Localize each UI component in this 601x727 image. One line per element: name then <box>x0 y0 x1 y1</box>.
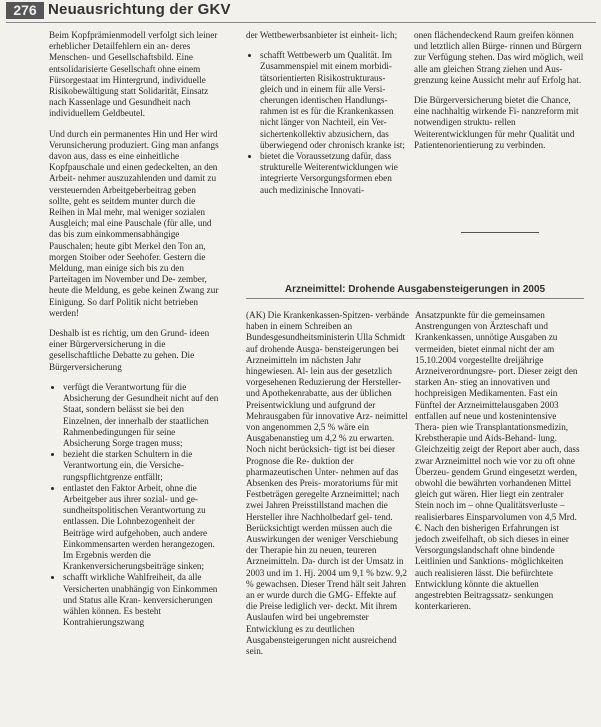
text-column-middle <box>246 30 408 204</box>
box-title-rule <box>246 298 584 299</box>
list-item: • entlastet den Faktor Arbeit, ohne die Arbeitgeber aus ihrer sozial- und ge- sundheitspolitischen Verantwortung zu entlassen. Die Lohnbezogenheit der Beiträge wird aufgehoben, auch andere Einkommensarten werden herangezogen. Im Ergebnis werden die Krankenversicherungsbeiträge sinken; <box>63 483 219 573</box>
running-head: Neuausrichtung der GKV <box>48 1 231 18</box>
paragraph: Beim Kopfprämienmodell verfolgt sich leiner erheblicher Detailfehlern ein an- deres Menschen- und Gesellschaftsbild. Eine entsolidarisierte Gesellschaft ohne einem Fürsorgestaat im Hintergrund, individuelle Risikobewältigung statt Solidarität, Einsatz nach Kassenlage und Gesundheit nach individuellem Geldbeutel. <box>49 30 218 119</box>
list-item: • schafft Wettbewerb um Qualität. Im Zusammenspiel mit einem morbidi- tätsorientierten Risikostrukturaus- gleich und in einem für alle Versi- cherungen identischen Handlungs- rahmen ist es für die Krankenkassen nicht länger von Nachteil, ein Ver- sichertenkollektiv abzusichern, das überwiegend oder chronisch kranke ist; <box>260 50 408 151</box>
paragraph: Und durch ein permanentes Hin und Her wird Verunsicherung produziert. Ging man anfangs davon aus, dass es eine einheitliche Kopfpauschale und einen gedeckelten, an den Arbeit- nehmer auszuzahlenden und damit zu versteuernden Arbeitgeberbeitrag geben sollte, geht es seitdem munter durch die Reihen in Mal mehr, mal weniger sozialen Ausgleich; mal eine Pauschale (für alle, und das bis zum einkommensabhängige Pauschalen; heute gibt Merkel den Ton an, morgen Stoiber oder Seehofer. Gestern die Meldung, man einige sich bis zu den Parteitagen im November und De- zember, heute die Meldung, es gebe keinen Zwang zur Einigung. So darf Politik nicht betrieben werden! <box>49 128 219 318</box>
page-header <box>0 0 601 22</box>
list-item: • bezieht die starken Schultern in die Verantwortung ein, die Versiche- rungspflichtgrenze entfällt; <box>63 449 219 483</box>
box-column-right <box>415 310 580 621</box>
paragraph: Die Bürgerversicherung bietet die Chance, eine nachhaltig wirkende Fi- nanzreform mit notwendigen struktu- rellen Weiterentwicklungen für mehr Qualität und Patientenorientierung zu verbinden. <box>414 95 579 150</box>
bullet-list <box>49 382 219 628</box>
header-rule <box>6 22 596 23</box>
paragraph: Deshalb ist es richtig, um den Grund- ideen einer Bürgerversicherung in die gesellschaftliche Debatte zu gehen. Die Bürgerversicherung <box>49 328 210 372</box>
list-item: • schafft wirkliche Wahlfreiheit, da alle Versicherten unabhängig von Einkommen und Status alle Kran- kenversicherungen wählen können. Es besteht Kontrahierungszwang <box>63 572 219 628</box>
box-article-title: Arzneimittel: Drohende Ausgabensteigerungen in 2005 <box>284 284 546 295</box>
paragraph: (AK) Die Krankenkassen-Spitzen- verbände haben in einem Schreiben an Bundesgesundheitsministerin Ulla Schmidt auf drohende Ausga- bensteigerungen bei Arzneimitteln im nächsten Jahr hingewiesen. Al- lein aus der gesetzlich vorgesehenen Reduzierung der Hersteller- und Apothekenrabatte, aus der üblichen Preisentwicklung und aufgrund der Mehrausgaben für innovative Arz- neimittel von angenommen 2,5 % wäre ein Ausgabenanstieg um 4,2 % zu erwarten. Noch nicht berücksich- tigt ist bei dieser Prognose die Re- duktion der pharmazeutischen Unter- nehmen auf das Absenken des Preis- moratoriums für mit Festbeträgen geregelte Arzneimittel; nach zwei Jahren Preisstillstand machen die Hersteller ihre Nachholbedarf gel- tend. Berücksichtigt werden müssen auch die Auswirkungen der weniger Verschiebung der Therapie hin zu neuen, teureren Arzneimitteln. Da- durch ist der Umsatz in 2003 und im 1. Hj. 2004 um 9,1 % bzw. 9,2 % gewachsen. Dieser Trend hält seit Jahren an er wurde durch die GMG- Effekte auf die Preise lediglich ver- deckt. Mit ihrem Auslaufen wird bei ungebremster Entwicklung es zu deutlichen Ausgabensteigerungen nicht ausreichend sein. <box>246 310 410 657</box>
list-item: • bietet die Voraussetzung dafür, dass strukturelle Weiterentwicklungen wie integrierte Versorgungsformen eben auch medizinische Innovati- <box>260 151 408 196</box>
bullet-list <box>246 50 408 196</box>
text-column-right <box>414 30 588 160</box>
list-item: • verfügt die Verantwortung für die Absicherung der Gesundheit nicht auf den Staat, sondern belässt sie bei den Einzelnen, der innerhalb der staatlichen Rahmenbedingungen für seine Absicherung Sorge tragen muss; <box>63 382 219 449</box>
page-number: 276 <box>6 2 44 19</box>
separator-line <box>461 232 539 233</box>
paragraph: onen flächendeckend Raum greifen können und letztlich allen Bürge- rinnen und Bürgern zur Verfügung stehen. Das wird möglich, weil alle am gleichen Strang ziehen und Aus- grenzung keine Aussicht mehr auf Erfolg hat. <box>414 30 584 85</box>
box-column-left <box>246 310 409 666</box>
text-column-left <box>49 30 219 636</box>
paragraph: der Wettbewerbsanbieter ist einheit- lich; <box>246 30 398 40</box>
paragraph: Ansatzpunkte für die gemeinsamen Anstrengungen von Ärzteschaft und Krankenkassen, unnötige Ausgaben zu vermeiden, bietet einmal nicht der am 15.10.2004 vorgestellte dreijährige Arzneiverordnungsre- port. Dieser zeigt den starken An- stieg an innovativen und hochpreisigen Medikamenten. Fast ein Fünftel der Arzneimittelausgaben 2003 entfallen auf neue und kostenintensive Thera- pien wie Transplantationsmedizin, Krebstherapie und Aids-Behand- lung. Gleichzeitig zeigt der Report aber auch, dass zwar Arzneimittel noch wie vor zu oft ohne Überzeu- gendem Grund eingesetzt werden, obwohl die bewährten vorhandenen Mittel gleich gut wären. Hier liegt ein zentraler Stein noch im – ohne Qualitätsverluste – realisierbares Einsparvolumen von 4,5 Mrd. €. Nach den bisherigen Erfahrungen ist jedoch zweifelhaft, ob sich dieses in einer Versorgungslandschaft ohne bindende Leitlinien und Sanktions- möglichkeiten auch realisieren lässt. Die befürchtete Entwicklung könnte die aktuellen angestrebten Beitragssatz- senkungen konterkarieren. <box>415 310 580 612</box>
